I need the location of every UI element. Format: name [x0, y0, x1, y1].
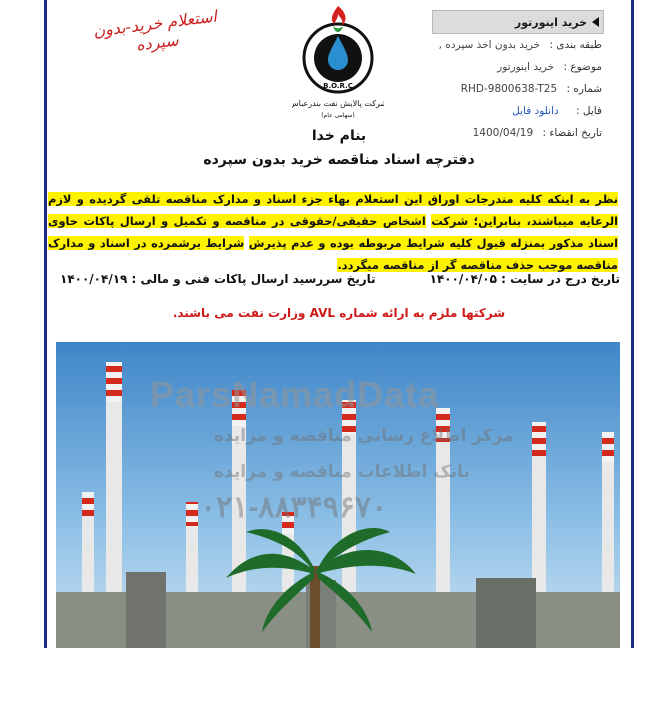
file-row — [432, 100, 604, 122]
terms-paragraph — [48, 188, 618, 276]
logo-company-type: (سهامی عام) — [321, 112, 355, 119]
document-subtitle: دفترچه اسناد مناقصه خرید بدون سپرده — [203, 152, 475, 168]
category-row — [432, 34, 604, 56]
expiry-label: تاریخ انقضاء : — [542, 127, 602, 139]
watermark-line-1: مرکز اطلاع رسانی مناقصه و مزایده — [214, 426, 514, 446]
dates-row — [60, 272, 620, 286]
watermark-brand: ParsNamadData — [150, 374, 440, 415]
handwritten-stamp-title: استعلام خرید-بدون سپرده — [92, 6, 218, 55]
download-file-link[interactable]: دانلود فایل — [512, 105, 559, 117]
expiry-value: 1400/04/19 — [472, 127, 534, 139]
number-value: RHD-9800638-T25 — [460, 83, 558, 95]
subject-value: خرید اینورتور — [497, 61, 555, 73]
watermark-line-2: بانک اطلاعات مناقصه و مزایده — [214, 462, 470, 482]
category-value: خرید بدون اخذ سپرده , — [438, 39, 541, 51]
borc-logo — [292, 2, 384, 120]
info-header-title: خرید اینورتور — [514, 15, 587, 29]
subject-label: موضوع : — [563, 61, 602, 73]
avl-notice: شرکتها ملزم به ارائه شماره AVL وزارت نفت می باشند. — [172, 306, 506, 320]
category-label: طبقه بندی : — [549, 39, 602, 51]
terms-line-2: اشخاص حقیقی/حقوقی در مناقصه و تکمیل و ارسال پاکات حاوی اسناد مذکور بمنزله قبول کلیه شرایط مربوطه بوده و عدم پذیرش — [48, 214, 618, 250]
logo-abbr: B.O.R.C — [323, 82, 353, 90]
number-label: شماره : — [566, 83, 602, 95]
submission-deadline: تاریخ سررسید ارسال پاکات فنی و مالی : ۱۴۰۰/۰۴/۱۹ — [60, 272, 376, 286]
caret-left-icon — [592, 17, 599, 27]
terms-line-1: نظر به اینکه کلیه مندرجات اوراق این استعلام بهاء جزء اسناد و مدارک مناقصه تلقی گردیده و لازم الرعایه میباشند، بنابراین؛ شرکت — [48, 192, 618, 228]
terms-line-3: شرایط برشمرده در اسناد و مدارک مناقصه موجب حذف مناقصه گر از مناقصه میگردد. — [48, 236, 618, 272]
number-row — [432, 78, 604, 100]
file-label: فایل : — [576, 105, 602, 117]
subject-row — [432, 56, 604, 78]
info-header — [432, 10, 604, 34]
document-title: بنام خدا — [311, 128, 367, 144]
site-date: تاریخ درج در سایت : ۱۴۰۰/۰۴/۰۵ — [429, 272, 620, 286]
watermark-phone: ۰۲۱-۸۸۳۴۹۶۷۰ — [200, 491, 388, 524]
logo-company-name: شرکت پالایش نفت بندرعباس — [292, 99, 384, 108]
